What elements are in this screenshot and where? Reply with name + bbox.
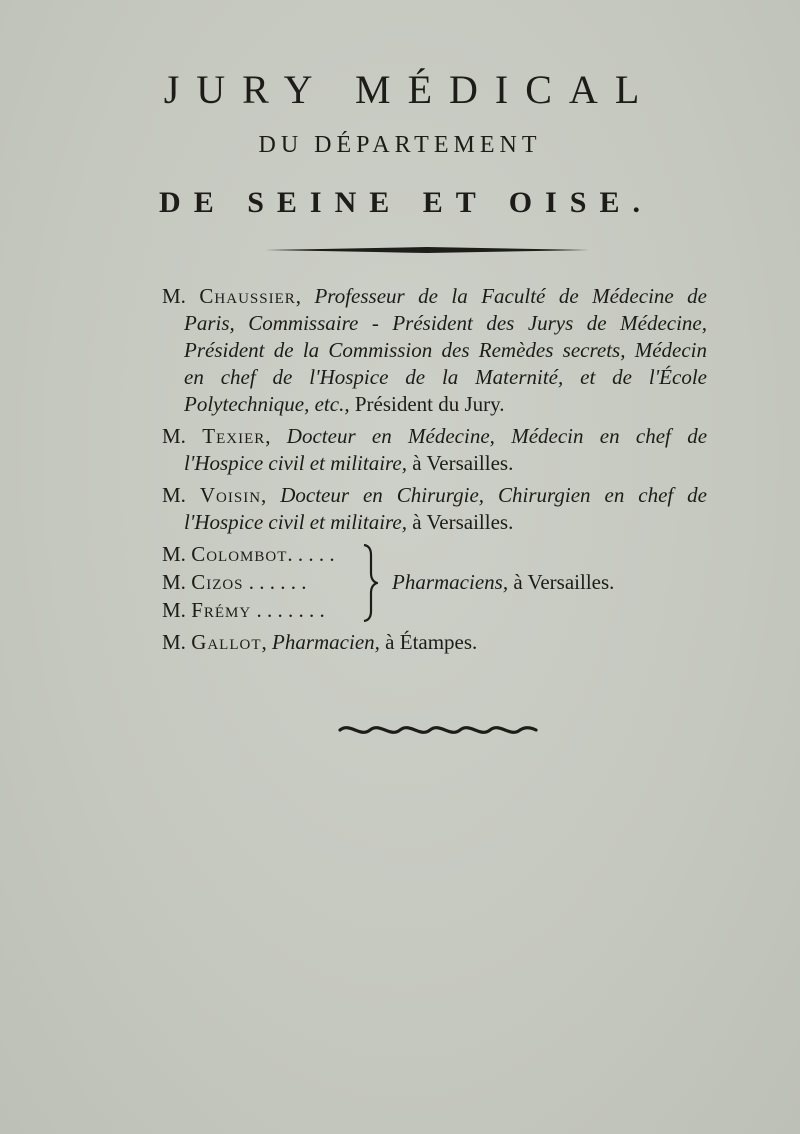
department-name: DE SEINE ET OISE. — [159, 186, 653, 219]
member-prefix: M. — [162, 598, 186, 622]
pharmacists-group — [162, 541, 707, 625]
member-name: Voisin — [199, 483, 262, 507]
pharmacist-entry — [162, 597, 325, 624]
member-name: Texier — [202, 424, 266, 448]
tapered-rule-divider — [265, 246, 589, 254]
member-title-line: Paris, Commissaire - Président des Jurys de Médecine, — [184, 311, 707, 335]
member-entry-chaussier: M. Chaussier, Professeur de la Faculté de Médecine de Paris, Commissaire - Président des Jurys de Médecine, Président de la Commission des Remèdes secrets, Médecin en chef de l'Hospice de la Maternité, et de l'École Polytechnique, etc., Président du Jury. — [162, 284, 708, 416]
member-title-line: Professeur de la Faculté de Médecine de — [301, 284, 708, 308]
document-title: JURY MÉDICAL — [163, 67, 657, 112]
shared-location: à Versailles. — [508, 570, 615, 594]
member-role: Pharmacien, — [272, 630, 380, 654]
member-entry-gallot: M. Gallot, Pharmacien, à Étampes. — [162, 630, 478, 654]
member-name: Frémy — [191, 598, 252, 622]
member-prefix: M. — [162, 424, 186, 448]
member-entry-texier: M. Texier, Docteur en Médecine, Médecin en chef de l'Hospice civil et militaire, à Versailles. — [162, 424, 708, 475]
member-location: à Étampes. — [379, 630, 478, 654]
member-name: Cizos — [191, 570, 244, 594]
member-title-line: l'Hospice civil et militaire, — [184, 510, 407, 534]
member-role: Président du Jury. — [349, 392, 505, 416]
member-location: à Versailles. — [407, 451, 514, 475]
member-title-line: Polytechnique, etc., — [184, 392, 350, 416]
member-location: à Versailles. — [407, 510, 514, 534]
pharmacist-entry — [162, 541, 335, 568]
member-title-line: en chef de l'Hospice de la Maternité, et de l'École — [184, 365, 707, 389]
member-title-line: Docteur en Médecine, Médecin en chef de — [270, 424, 708, 448]
leader-dots: . . . . . . . — [256, 598, 325, 622]
pharmacist-entry — [162, 569, 307, 596]
document-subtitle: DU DÉPARTEMENT — [258, 132, 542, 158]
member-name: Colombot — [191, 542, 288, 566]
leader-dots: . . . . . — [287, 542, 335, 566]
shared-role: Pharmaciens, — [392, 570, 509, 594]
jury-members-list — [162, 283, 707, 661]
member-prefix: M. — [162, 483, 186, 507]
curly-brace-icon — [362, 543, 378, 623]
member-entry-voisin: M. Voisin, Docteur en Chirurgie, Chirurgien en chef de l'Hospice civil et militaire, à Versailles. — [162, 483, 707, 534]
member-title-line: Président de la Commission des Remèdes secrets, Médecin — [184, 338, 707, 362]
member-prefix: M. — [162, 570, 186, 594]
member-title-line: l'Hospice civil et militaire, — [184, 451, 407, 475]
wave-ornament-divider — [338, 722, 538, 738]
pharmacists-role — [392, 569, 614, 596]
leader-dots: . . . . . . — [248, 570, 307, 594]
member-prefix: M. — [162, 630, 186, 654]
member-name: Gallot — [191, 630, 262, 654]
member-name: Chaussier — [199, 284, 296, 308]
member-prefix: M. — [162, 284, 186, 308]
member-title-line: Docteur en Chirurgie, Chirurgien en chef de — [266, 483, 707, 507]
member-prefix: M. — [162, 542, 186, 566]
